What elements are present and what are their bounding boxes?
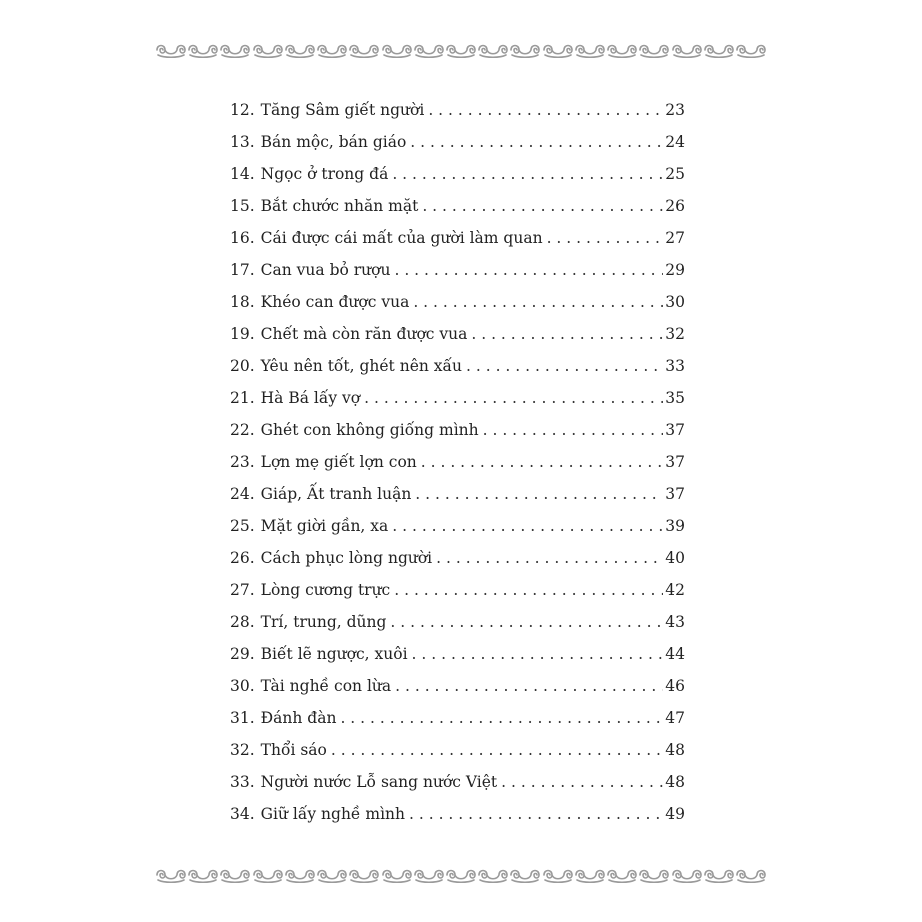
toc-entry[interactable] xyxy=(230,574,685,606)
toc-entry-page: 40 xyxy=(665,549,685,567)
toc-entry[interactable] xyxy=(230,766,685,798)
scroll-ornament-icon xyxy=(703,41,735,59)
toc-entry-title: Bán mộc, bán giáo xyxy=(260,133,407,151)
toc-entry-label xyxy=(230,766,497,798)
scroll-ornament-icon xyxy=(348,41,380,59)
toc-entry-title: Yêu nên tốt, ghét nên xấu xyxy=(260,357,463,375)
scroll-ornament-icon xyxy=(606,41,638,59)
toc-entry-label xyxy=(230,94,424,126)
toc-entry-number: 18. xyxy=(230,293,255,311)
scroll-ornament-icon xyxy=(477,866,509,884)
scroll-ornament-icon xyxy=(638,41,670,59)
toc-entry-title: Tăng Sâm giết người xyxy=(260,101,425,119)
toc-dot-leader xyxy=(422,190,663,222)
toc-entry-number: 17. xyxy=(230,261,255,279)
scroll-ornament-icon xyxy=(381,866,413,884)
toc-entry-title: Ngọc ở trong đá xyxy=(260,165,389,183)
toc-dot-leader xyxy=(394,254,663,286)
toc-entry-title: Lòng cương trực xyxy=(260,581,391,599)
toc-entry-title: Biết lẽ ngược, xuôi xyxy=(260,645,408,663)
toc-entry[interactable] xyxy=(230,94,685,126)
toc-entry-label xyxy=(230,158,388,190)
scroll-ornament-icon xyxy=(574,866,606,884)
toc-entry-label xyxy=(230,670,391,702)
scroll-ornament-icon xyxy=(477,41,509,59)
toc-entry-number: 14. xyxy=(230,165,255,183)
toc-entry-page: 44 xyxy=(665,645,685,663)
toc-entry-list xyxy=(230,94,685,830)
scroll-ornament-icon xyxy=(219,866,251,884)
scroll-ornament-icon xyxy=(735,41,767,59)
toc-entry-page: 47 xyxy=(665,709,685,727)
toc-dot-leader xyxy=(340,702,663,734)
top-ornament-border xyxy=(155,40,767,60)
scroll-ornament-icon xyxy=(606,866,638,884)
toc-entry[interactable] xyxy=(230,670,685,702)
toc-entry[interactable] xyxy=(230,638,685,670)
table-of-contents xyxy=(230,94,685,830)
toc-entry-page: 35 xyxy=(665,389,685,407)
toc-entry-title: Đánh đàn xyxy=(260,709,337,727)
toc-dot-leader xyxy=(466,350,663,382)
toc-entry[interactable] xyxy=(230,734,685,766)
toc-entry-label xyxy=(230,254,390,286)
toc-entry-title: Ghét con không giống mình xyxy=(260,421,479,439)
toc-dot-leader xyxy=(501,766,663,798)
toc-entry-title: Cái được cái mất của gười làm quan xyxy=(260,229,543,247)
scroll-ornament-icon xyxy=(252,41,284,59)
toc-entry-label xyxy=(230,222,543,254)
toc-entry-label xyxy=(230,446,417,478)
toc-entry-label xyxy=(230,574,390,606)
toc-entry-number: 21. xyxy=(230,389,255,407)
toc-dot-leader xyxy=(483,414,664,446)
scroll-ornament-icon xyxy=(252,866,284,884)
scroll-ornament-icon xyxy=(542,866,574,884)
scroll-ornament-icon xyxy=(509,41,541,59)
toc-entry-number: 28. xyxy=(230,613,255,631)
toc-entry-number: 25. xyxy=(230,517,255,535)
toc-entry-number: 19. xyxy=(230,325,255,343)
toc-entry-number: 24. xyxy=(230,485,255,503)
scroll-ornament-icon xyxy=(638,866,670,884)
scroll-ornament-icon xyxy=(509,866,541,884)
toc-entry-number: 12. xyxy=(230,101,255,119)
toc-entry[interactable] xyxy=(230,798,685,830)
toc-entry-label xyxy=(230,350,462,382)
toc-entry-title: Trí, trung, dũng xyxy=(260,613,387,631)
toc-entry-page: 43 xyxy=(665,613,685,631)
toc-dot-leader xyxy=(394,574,663,606)
toc-entry-number: 32. xyxy=(230,741,255,759)
toc-entry-title: Lợn mẹ giết lợn con xyxy=(260,453,417,471)
toc-entry-number: 15. xyxy=(230,197,255,215)
toc-entry-page: 23 xyxy=(665,101,685,119)
toc-dot-leader xyxy=(410,126,663,158)
toc-entry-title: Giữ lấy nghề mình xyxy=(260,805,406,823)
toc-entry-page: 49 xyxy=(665,805,685,823)
toc-dot-leader xyxy=(428,94,663,126)
scroll-ornament-icon xyxy=(445,866,477,884)
toc-entry-page: 27 xyxy=(665,229,685,247)
toc-entry[interactable] xyxy=(230,350,685,382)
toc-entry[interactable] xyxy=(230,702,685,734)
toc-entry-number: 30. xyxy=(230,677,255,695)
scroll-ornament-icon xyxy=(542,41,574,59)
toc-entry[interactable] xyxy=(230,542,685,574)
toc-dot-leader xyxy=(390,606,663,638)
toc-dot-leader xyxy=(412,638,664,670)
toc-dot-leader xyxy=(436,542,663,574)
toc-entry-page: 29 xyxy=(665,261,685,279)
scroll-ornament-icon xyxy=(187,866,219,884)
toc-entry[interactable] xyxy=(230,414,685,446)
toc-dot-leader xyxy=(331,734,663,766)
toc-entry-number: 23. xyxy=(230,453,255,471)
toc-entry-label xyxy=(230,478,411,510)
scroll-ornament-icon xyxy=(413,866,445,884)
toc-entry-number: 26. xyxy=(230,549,255,567)
toc-dot-leader xyxy=(409,798,663,830)
toc-entry-label xyxy=(230,734,327,766)
toc-entry-label xyxy=(230,510,388,542)
toc-entry-number: 31. xyxy=(230,709,255,727)
toc-entry-title: Bắt chước nhăn mặt xyxy=(260,197,419,215)
toc-entry-page: 37 xyxy=(665,421,685,439)
toc-entry[interactable] xyxy=(230,446,685,478)
scroll-ornament-icon xyxy=(671,866,703,884)
toc-entry-page: 32 xyxy=(665,325,685,343)
scroll-ornament-icon xyxy=(316,866,348,884)
toc-entry[interactable] xyxy=(230,510,685,542)
toc-entry-page: 33 xyxy=(665,357,685,375)
toc-entry-number: 34. xyxy=(230,805,255,823)
toc-entry-label xyxy=(230,702,336,734)
toc-entry-title: Thổi sáo xyxy=(260,741,327,759)
toc-entry-page: 39 xyxy=(665,517,685,535)
toc-entry-page: 25 xyxy=(665,165,685,183)
toc-entry[interactable] xyxy=(230,382,685,414)
toc-dot-leader xyxy=(392,510,663,542)
toc-entry-page: 48 xyxy=(665,741,685,759)
scroll-ornament-icon xyxy=(574,41,606,59)
scroll-ornament-icon xyxy=(348,866,380,884)
toc-entry-title: Cách phục lòng người xyxy=(260,549,433,567)
scroll-ornament-icon xyxy=(219,41,251,59)
toc-entry-number: 33. xyxy=(230,773,255,791)
toc-entry-label xyxy=(230,382,360,414)
toc-entry-label xyxy=(230,414,479,446)
scroll-ornament-icon xyxy=(413,41,445,59)
toc-entry-label xyxy=(230,638,408,670)
toc-entry-number: 13. xyxy=(230,133,255,151)
toc-dot-leader xyxy=(392,158,663,190)
toc-entry-title: Can vua bỏ rượu xyxy=(260,261,391,279)
toc-entry-title: Mặt giời gần, xa xyxy=(260,517,389,535)
toc-entry[interactable] xyxy=(230,286,685,318)
toc-entry-number: 16. xyxy=(230,229,255,247)
toc-entry-number: 29. xyxy=(230,645,255,663)
toc-entry-page: 46 xyxy=(665,677,685,695)
toc-entry-page: 42 xyxy=(665,581,685,599)
toc-dot-leader xyxy=(364,382,663,414)
toc-entry-label xyxy=(230,286,409,318)
scroll-ornament-icon xyxy=(703,866,735,884)
toc-dot-leader xyxy=(421,446,664,478)
bottom-ornament-border xyxy=(155,865,767,885)
toc-entry[interactable] xyxy=(230,254,685,286)
toc-dot-leader xyxy=(415,478,663,510)
toc-entry-label xyxy=(230,126,406,158)
toc-dot-leader xyxy=(395,670,663,702)
toc-entry-page: 48 xyxy=(665,773,685,791)
toc-entry-number: 27. xyxy=(230,581,255,599)
toc-dot-leader xyxy=(413,286,663,318)
scroll-ornament-icon xyxy=(155,41,187,59)
toc-entry-title: Khéo can được vua xyxy=(260,293,410,311)
toc-dot-leader xyxy=(547,222,664,254)
toc-entry[interactable] xyxy=(230,222,685,254)
toc-entry-title: Chết mà còn răn được vua xyxy=(260,325,468,343)
toc-entry-title: Hà Bá lấy vợ xyxy=(260,389,361,407)
toc-entry[interactable] xyxy=(230,318,685,350)
toc-entry[interactable] xyxy=(230,158,685,190)
toc-dot-leader xyxy=(471,318,663,350)
toc-entry-label xyxy=(230,190,418,222)
scroll-ornament-icon xyxy=(445,41,477,59)
toc-entry-page: 37 xyxy=(665,485,685,503)
toc-entry[interactable] xyxy=(230,478,685,510)
scroll-ornament-icon xyxy=(155,866,187,884)
scroll-ornament-icon xyxy=(284,41,316,59)
scroll-ornament-icon xyxy=(284,866,316,884)
scroll-ornament-icon xyxy=(381,41,413,59)
scroll-ornament-icon xyxy=(187,41,219,59)
scroll-ornament-icon xyxy=(316,41,348,59)
toc-entry-page: 37 xyxy=(665,453,685,471)
toc-entry[interactable] xyxy=(230,190,685,222)
toc-entry-label xyxy=(230,606,386,638)
scroll-ornament-icon xyxy=(671,41,703,59)
toc-entry-number: 20. xyxy=(230,357,255,375)
toc-entry-page: 24 xyxy=(665,133,685,151)
toc-entry-page: 30 xyxy=(665,293,685,311)
toc-entry-title: Tài nghề con lừa xyxy=(260,677,392,695)
toc-entry-label xyxy=(230,542,432,574)
toc-entry-title: Người nước Lỗ sang nước Việt xyxy=(260,773,498,791)
toc-entry-label xyxy=(230,318,467,350)
toc-entry-label xyxy=(230,798,405,830)
toc-entry-page: 26 xyxy=(665,197,685,215)
toc-entry[interactable] xyxy=(230,126,685,158)
toc-entry[interactable] xyxy=(230,606,685,638)
scroll-ornament-icon xyxy=(735,866,767,884)
toc-entry-title: Giáp, Ất tranh luận xyxy=(260,485,412,503)
toc-entry-number: 22. xyxy=(230,421,255,439)
